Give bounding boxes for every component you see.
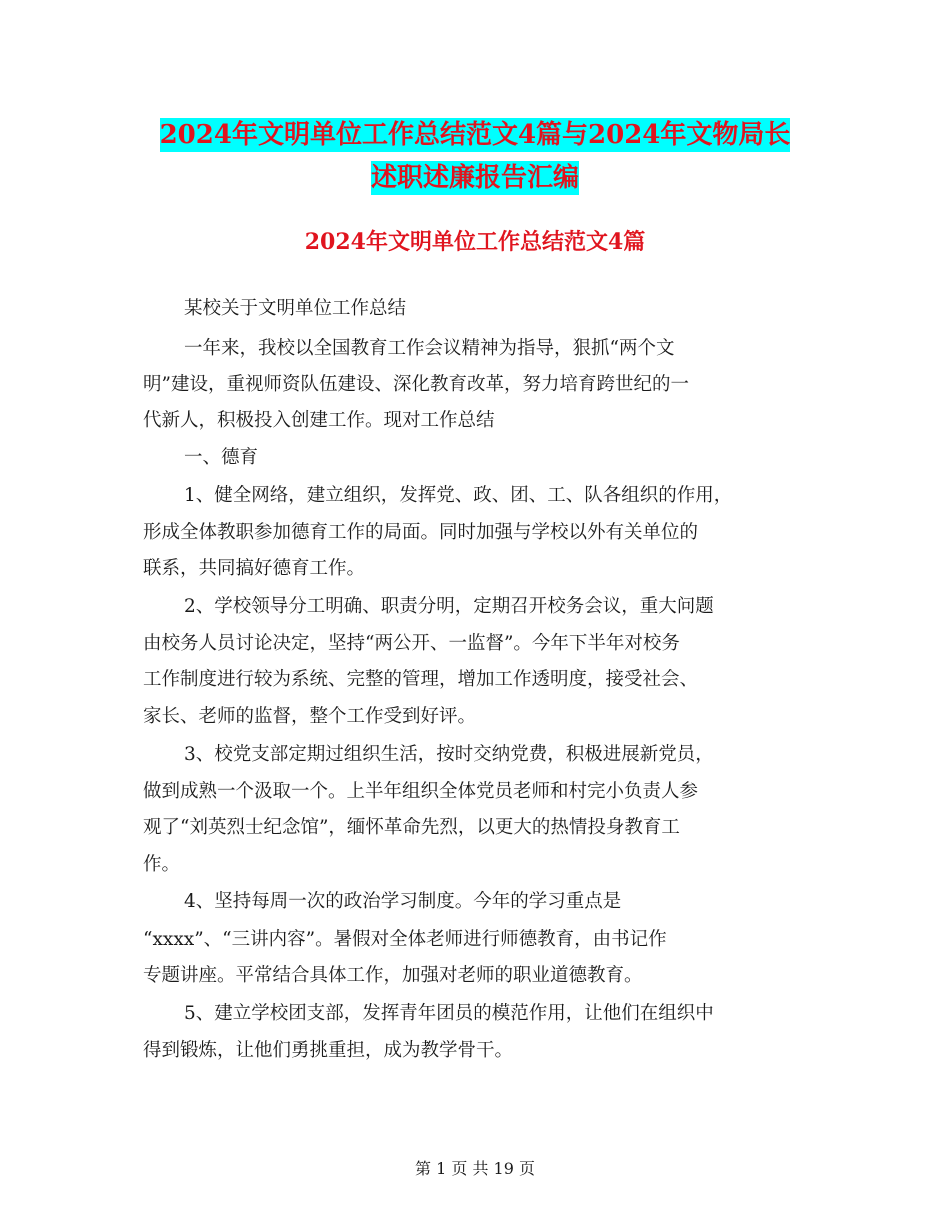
paragraph-line: 联系，共同搞好德育工作。 [143,558,366,579]
paragraph-line: 由校务人员讨论决定，坚持“两公开、一监督”。今年下半年对校务 [143,633,680,654]
paragraph-line: 某校关于文明单位工作总结 [184,298,407,319]
page-footer: 第 1 页 共 19 页 [415,1159,535,1178]
paragraph-line: 家长、老师的监督，整个工作受到好评。 [143,706,477,727]
paragraph-line: 一、德育 [184,447,259,468]
section-title: 2024年文明单位工作总结范文4篇 [304,229,646,255]
paragraph-line: 得到锻炼，让他们勇挑重担，成为教学骨干。 [143,1040,514,1061]
paragraph-line: 做到成熟一个汲取一个。上半年组织全体党员老师和村完小负责人参 [143,781,699,802]
paragraph-line: 4、坚持每周一次的政治学习制度。今年的学习重点是 [184,891,622,912]
paragraph-line: 3、校党支部定期过组织生活，按时交纳党费，积极进展新党员， [184,744,714,765]
paragraph-line: 1、健全网络，建立组织，发挥党、政、团、工、队各组织的作用， [184,485,733,506]
paragraph-line: 工作制度进行较为系统、完整的管理，增加工作透明度，接受社会、 [143,669,699,690]
paragraph-line: 形成全体教职参加德育工作的局面。同时加强与学校以外有关单位的 [143,522,699,543]
paragraph-line: “xxxx”、“三讲内容”。暑假对全体老师进行师德教育，由书记作 [143,929,667,950]
paragraph-line: 专题讲座。平常结合具体工作，加强对老师的职业道德教育。 [143,965,643,986]
paragraph-line: 作。 [143,854,181,875]
paragraph-line: 5、建立学校团支部，发挥青年团员的模范作用，让他们在组织中 [184,1003,714,1024]
paragraph-line: 代新人，积极投入创建工作。现对工作总结 [143,410,495,431]
main-title-line-2: 述职述廉报告汇编 [370,163,579,193]
paragraph-line: 2、学校领导分工明确、职责分明，定期召开校务会议，重大问题 [184,596,714,617]
paragraph-line: 观了“刘英烈士纪念馆”，缅怀革命先烈，以更大的热情投身教育工 [143,817,680,838]
main-title-line-1: 2024年文明单位工作总结范文4篇与2024年文物局长 [159,120,791,150]
paragraph-line: 明”建设，重视师资队伍建设、深化教育改革，努力培育跨世纪的一 [143,374,689,395]
paragraph-line: 一年来，我校以全国教育工作会议精神为指导，狠抓“两个文 [184,338,675,359]
